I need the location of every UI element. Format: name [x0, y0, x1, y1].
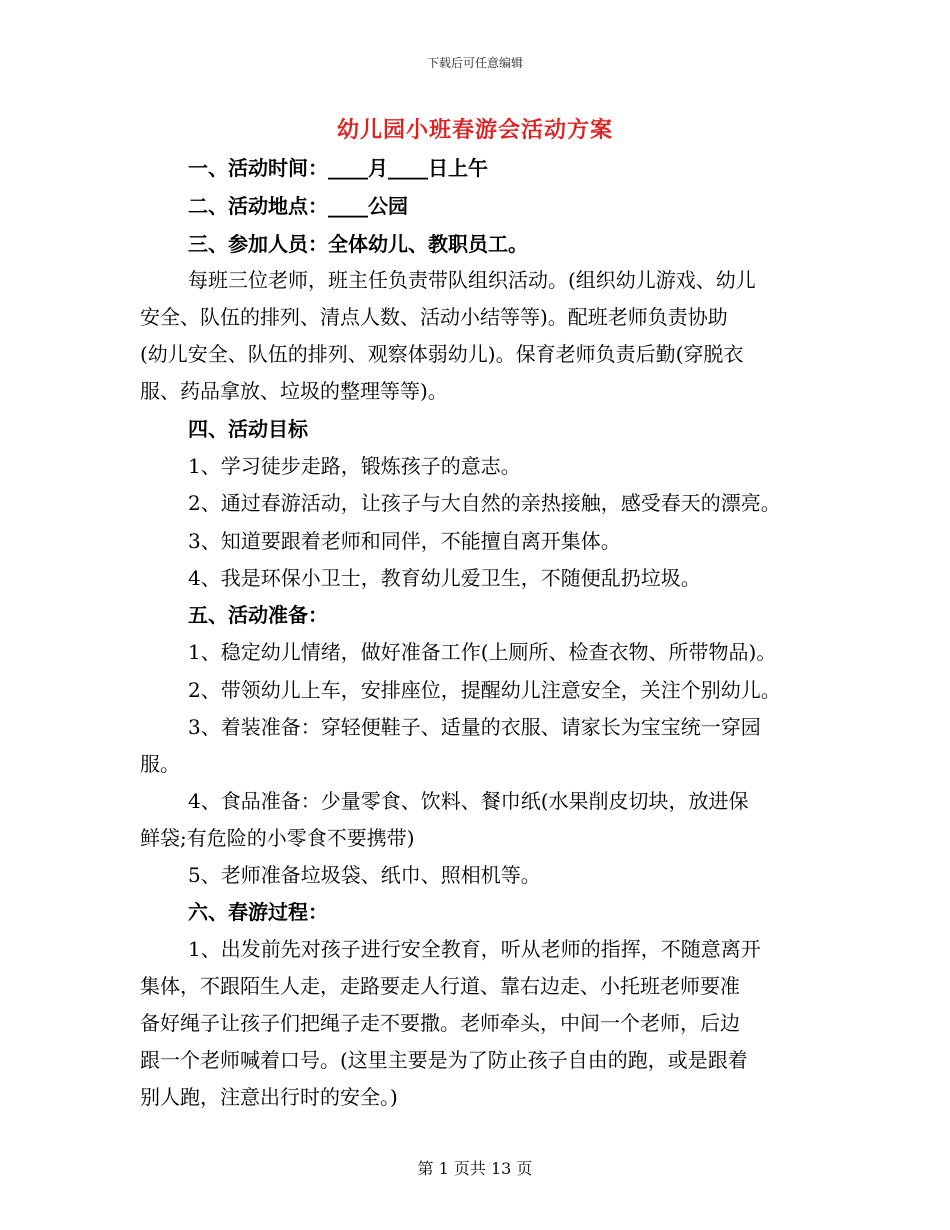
list-item: 2、带领幼儿上车，安排座位，提醒幼儿注意安全，关注个别幼儿。 — [188, 678, 781, 702]
list-item: 4、我是环保小卫士，教育幼儿爱卫生，不随便乱扔垃圾。 — [188, 566, 701, 590]
list-item: 4、食品准备：少量零食、饮料、餐巾纸(水果削皮切块，放进保 — [188, 789, 749, 813]
list-item: 2、通过春游活动，让孩子与大自然的亲热接触，感受春天的漂亮。 — [188, 491, 781, 515]
section-heading: 二、活动地点：____公园 — [188, 194, 408, 218]
paragraph-line: 备好绳子让孩子们把绳子走不要撒。老师牵头，中间一个老师，后边 — [140, 1011, 740, 1035]
section-heading: 四、活动目标 — [188, 417, 308, 441]
page-number: 第 1 页共 13 页 — [417, 1159, 533, 1178]
section-heading: 三、参加人员：全体幼儿、教职员工。 — [188, 232, 528, 256]
paragraph-line: 服。 — [140, 752, 180, 776]
section-heading: 五、活动准备： — [188, 603, 328, 627]
paragraph-line: 服、药品拿放、垃圾的整理等等)。 — [140, 379, 448, 403]
list-item: 1、稳定幼儿情绪，做好准备工作(上厕所、检查衣物、所带物品)。 — [188, 640, 777, 664]
list-item: 1、学习徒步走路，锻炼孩子的意志。 — [188, 454, 521, 478]
paragraph-line: (幼儿安全、队伍的排列、观察体弱幼儿)。保育老师负责后勤(穿脱衣 — [140, 342, 744, 366]
paragraph-line: 别人跑，注意出行时的安全。) — [140, 1085, 398, 1109]
list-item: 1、出发前先对孩子进行安全教育，听从老师的指挥，不随意离开 — [188, 937, 761, 961]
paragraph-line: 跟一个老师喊着口号。(这里主要是为了防止孩子自由的跑，或是跟着 — [140, 1048, 748, 1072]
list-item: 3、知道要跟着老师和同伴，不能擅自离开集体。 — [188, 529, 621, 553]
section-heading: 一、活动时间：____月____日上午 — [188, 156, 488, 180]
page-header: 下载后可任意编辑 — [426, 56, 523, 70]
paragraph-line: 每班三位老师，班主任负责带队组织活动。(组织幼儿游戏、幼儿 — [188, 268, 756, 292]
document-title: 幼儿园小班春游会活动方案 — [336, 117, 613, 143]
section-heading: 六、春游过程： — [188, 900, 328, 924]
list-item: 3、着装准备：穿轻便鞋子、适量的衣服、请家长为宝宝统一穿园 — [188, 715, 761, 739]
paragraph-line: 鲜袋;有危险的小零食不要携带) — [140, 826, 415, 850]
paragraph-line: 集体，不跟陌生人走，走路要走人行道、靠右边走、小托班老师要准 — [140, 974, 740, 998]
paragraph-line: 安全、队伍的排列、清点人数、活动小结等等)。配班老师负责协助 — [140, 305, 728, 329]
list-item: 5、老师准备垃圾袋、纸巾、照相机等。 — [188, 863, 541, 887]
